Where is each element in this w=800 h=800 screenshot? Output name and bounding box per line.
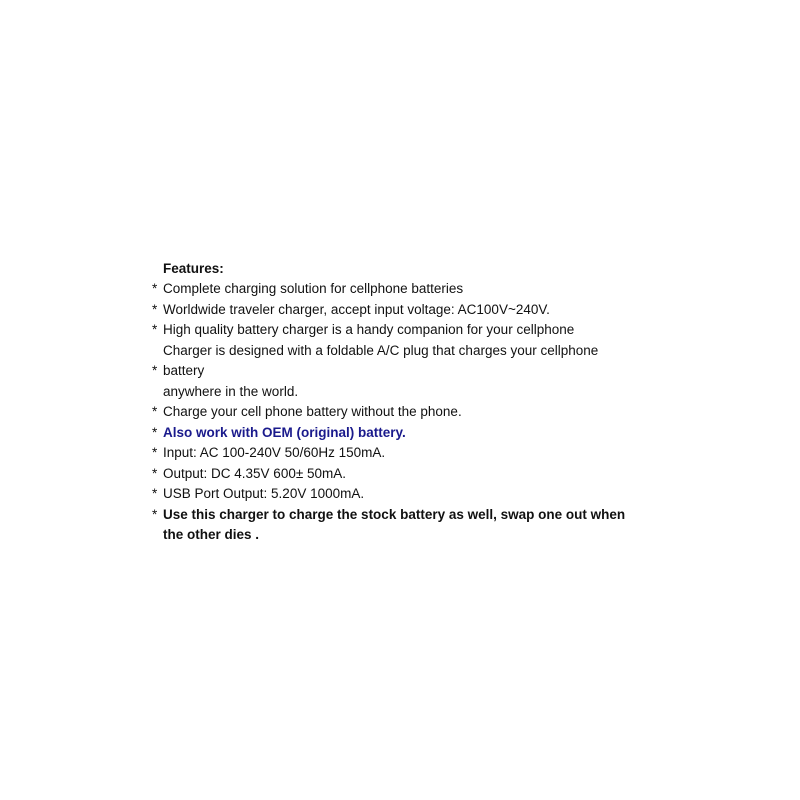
feature-line-bold — [152, 525, 672, 546]
bullet-marker: * — [152, 445, 158, 460]
feature-line — [152, 464, 672, 485]
feature-line-highlight — [152, 423, 672, 444]
feature-text: High quality battery charger is a handy companion for your cellphone — [163, 322, 575, 337]
feature-text: USB Port Output: 5.20V 1000mA. — [163, 486, 365, 501]
features-document — [152, 259, 672, 546]
feature-text-highlight: Also work with OEM (original) battery. — [163, 424, 406, 440]
feature-line — [152, 300, 672, 321]
bullet-marker: * — [152, 281, 158, 296]
bullet-marker: * — [152, 506, 158, 522]
feature-text: battery — [163, 363, 205, 378]
feature-text-bold: the other dies . — [163, 527, 260, 542]
feature-line — [152, 484, 672, 505]
feature-text-bold: Use this charger to charge the stock battery as well, swap one out when — [163, 506, 626, 522]
bullet-marker: * — [152, 363, 158, 378]
feature-line — [152, 320, 672, 341]
feature-text: Worldwide traveler charger, accept input voltage: AC100V~240V. — [163, 301, 550, 317]
bullet-marker: * — [152, 465, 158, 481]
bullet-marker — [152, 382, 163, 403]
feature-text: Output: DC 4.35V 600± 50mA. — [163, 465, 347, 481]
bullet-marker — [152, 525, 163, 546]
feature-line — [152, 382, 672, 403]
bullet-marker: * — [152, 486, 158, 501]
bullet-marker: * — [152, 424, 158, 440]
bullet-marker: * — [152, 404, 158, 419]
feature-line — [152, 402, 672, 423]
feature-text: Charger is designed with a foldable A/C plug that charges your cellphone — [163, 342, 599, 358]
feature-text: Input: AC 100-240V 50/60Hz 150mA. — [163, 445, 386, 460]
feature-text: Charge your cell phone battery without the phone. — [163, 404, 462, 419]
feature-line — [152, 279, 672, 300]
bullet-marker: * — [152, 301, 158, 317]
feature-text: Complete charging solution for cellphone batteries — [163, 281, 464, 296]
feature-line — [152, 341, 672, 362]
feature-line — [152, 361, 672, 382]
bullet-marker — [152, 341, 163, 362]
feature-text: anywhere in the world. — [163, 383, 299, 399]
features-heading: Features: — [163, 261, 224, 276]
feature-line-bold — [152, 505, 672, 526]
feature-line — [152, 443, 672, 464]
bullet-marker: * — [152, 322, 158, 337]
